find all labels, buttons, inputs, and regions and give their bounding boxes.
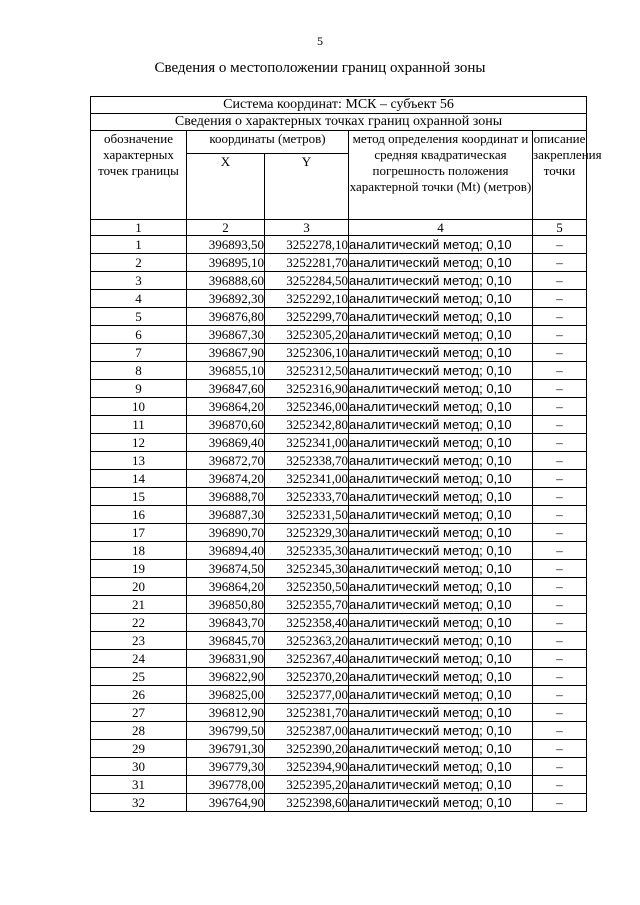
table-row	[91, 416, 587, 434]
y-coordinate: 3252367,40	[265, 650, 349, 668]
y-coordinate: 3252281,70	[265, 254, 349, 272]
point-number: 14	[91, 470, 187, 488]
point-number: 10	[91, 398, 187, 416]
method-cell: аналитический метод; 0,10	[349, 308, 533, 326]
table-row	[91, 398, 587, 416]
y-coordinate: 3252377,00	[265, 686, 349, 704]
description-cell: –	[533, 416, 587, 434]
description-cell: –	[533, 308, 587, 326]
table-row	[91, 686, 587, 704]
table-row	[91, 668, 587, 686]
x-coordinate: 396779,30	[187, 758, 265, 776]
method-cell: аналитический метод; 0,10	[349, 794, 533, 812]
description-cell: –	[533, 254, 587, 272]
point-number: 21	[91, 596, 187, 614]
designation-header: обозначение характерных точек границы	[91, 131, 187, 220]
y-coordinate: 3252341,00	[265, 434, 349, 452]
table-row	[91, 740, 587, 758]
description-cell: –	[533, 326, 587, 344]
table-row	[91, 290, 587, 308]
points-section-title: Сведения о характерных точках границ охранной зоны	[91, 114, 587, 131]
column-number: 5	[533, 220, 587, 236]
point-number: 18	[91, 542, 187, 560]
method-cell: аналитический метод; 0,10	[349, 596, 533, 614]
table-row	[91, 794, 587, 812]
method-header: метод определения координат и средняя квадратическая погрешность положения характерной точки (Mt) (метров)	[349, 131, 533, 220]
x-coordinate: 396876,80	[187, 308, 265, 326]
table-row	[91, 650, 587, 668]
description-cell: –	[533, 614, 587, 632]
table-row	[91, 722, 587, 740]
method-cell: аналитический метод; 0,10	[349, 470, 533, 488]
point-number: 17	[91, 524, 187, 542]
y-coordinate: 3252350,50	[265, 578, 349, 596]
table-row	[91, 596, 587, 614]
method-cell: аналитический метод; 0,10	[349, 506, 533, 524]
description-cell: –	[533, 686, 587, 704]
y-coordinate: 3252355,70	[265, 596, 349, 614]
description-cell: –	[533, 758, 587, 776]
method-cell: аналитический метод; 0,10	[349, 236, 533, 254]
point-number: 7	[91, 344, 187, 362]
y-coordinate: 3252358,40	[265, 614, 349, 632]
y-coordinate: 3252342,80	[265, 416, 349, 434]
point-number: 26	[91, 686, 187, 704]
y-coordinate: 3252278,10	[265, 236, 349, 254]
y-coordinate: 3252345,30	[265, 560, 349, 578]
method-cell: аналитический метод; 0,10	[349, 452, 533, 470]
table-row	[91, 578, 587, 596]
y-coordinate: 3252398,60	[265, 794, 349, 812]
table-row	[91, 236, 587, 254]
point-number: 5	[91, 308, 187, 326]
y-coordinate: 3252331,50	[265, 506, 349, 524]
x-coordinate: 396874,50	[187, 560, 265, 578]
point-number: 4	[91, 290, 187, 308]
description-cell: –	[533, 794, 587, 812]
x-coordinate: 396888,60	[187, 272, 265, 290]
point-number: 23	[91, 632, 187, 650]
x-coordinate: 396890,70	[187, 524, 265, 542]
point-number: 12	[91, 434, 187, 452]
x-coordinate: 396855,10	[187, 362, 265, 380]
description-cell: –	[533, 524, 587, 542]
x-coordinate: 396872,70	[187, 452, 265, 470]
method-cell: аналитический метод; 0,10	[349, 650, 533, 668]
table-row	[91, 758, 587, 776]
table-row	[91, 704, 587, 722]
y-coordinate: 3252370,20	[265, 668, 349, 686]
description-header: описание закрепления точки	[533, 131, 587, 220]
y-coordinate: 3252284,50	[265, 272, 349, 290]
method-cell: аналитический метод; 0,10	[349, 524, 533, 542]
point-number: 30	[91, 758, 187, 776]
x-coordinate: 396812,90	[187, 704, 265, 722]
x-coordinate: 396864,20	[187, 578, 265, 596]
table-row	[91, 434, 587, 452]
description-cell: –	[533, 542, 587, 560]
method-cell: аналитический метод; 0,10	[349, 434, 533, 452]
description-cell: –	[533, 398, 587, 416]
description-cell: –	[533, 560, 587, 578]
method-cell: аналитический метод; 0,10	[349, 416, 533, 434]
method-cell: аналитический метод; 0,10	[349, 776, 533, 794]
table-row	[91, 560, 587, 578]
table-row	[91, 254, 587, 272]
column-number: 2	[187, 220, 265, 236]
table-row	[91, 524, 587, 542]
point-number: 15	[91, 488, 187, 506]
point-number: 32	[91, 794, 187, 812]
y-coordinate: 3252341,00	[265, 470, 349, 488]
y-coordinate: 3252305,20	[265, 326, 349, 344]
description-cell: –	[533, 434, 587, 452]
page-number: 5	[317, 34, 323, 48]
x-coordinate: 396887,30	[187, 506, 265, 524]
table-row	[91, 470, 587, 488]
x-coordinate: 396867,30	[187, 326, 265, 344]
point-number: 2	[91, 254, 187, 272]
description-cell: –	[533, 722, 587, 740]
y-coordinate: 3252292,10	[265, 290, 349, 308]
description-cell: –	[533, 578, 587, 596]
column-number: 3	[265, 220, 349, 236]
point-number: 29	[91, 740, 187, 758]
x-coordinate: 396874,20	[187, 470, 265, 488]
x-header: X	[187, 154, 265, 220]
y-coordinate: 3252363,20	[265, 632, 349, 650]
x-coordinate: 396843,70	[187, 614, 265, 632]
x-coordinate: 396850,80	[187, 596, 265, 614]
table-row	[91, 488, 587, 506]
table-row	[91, 272, 587, 290]
point-number: 3	[91, 272, 187, 290]
table-row	[91, 326, 587, 344]
method-cell: аналитический метод; 0,10	[349, 758, 533, 776]
description-cell: –	[533, 704, 587, 722]
point-number: 8	[91, 362, 187, 380]
x-coordinate: 396847,60	[187, 380, 265, 398]
method-cell: аналитический метод; 0,10	[349, 488, 533, 506]
method-cell: аналитический метод; 0,10	[349, 686, 533, 704]
description-cell: –	[533, 596, 587, 614]
table-row	[91, 614, 587, 632]
description-cell: –	[533, 380, 587, 398]
x-coordinate: 396892,30	[187, 290, 265, 308]
description-cell: –	[533, 506, 587, 524]
method-cell: аналитический метод; 0,10	[349, 614, 533, 632]
point-number: 24	[91, 650, 187, 668]
method-cell: аналитический метод; 0,10	[349, 272, 533, 290]
x-coordinate: 396764,90	[187, 794, 265, 812]
point-number: 19	[91, 560, 187, 578]
x-coordinate: 396831,90	[187, 650, 265, 668]
point-number: 16	[91, 506, 187, 524]
description-cell: –	[533, 488, 587, 506]
description-cell: –	[533, 452, 587, 470]
method-cell: аналитический метод; 0,10	[349, 668, 533, 686]
table-row	[91, 542, 587, 560]
method-cell: аналитический метод; 0,10	[349, 380, 533, 398]
x-coordinate: 396894,40	[187, 542, 265, 560]
method-cell: аналитический метод; 0,10	[349, 290, 533, 308]
x-coordinate: 396888,70	[187, 488, 265, 506]
description-cell: –	[533, 236, 587, 254]
point-number: 22	[91, 614, 187, 632]
method-cell: аналитический метод; 0,10	[349, 326, 533, 344]
point-number: 20	[91, 578, 187, 596]
x-coordinate: 396791,30	[187, 740, 265, 758]
point-number: 28	[91, 722, 187, 740]
point-number: 25	[91, 668, 187, 686]
x-coordinate: 396869,40	[187, 434, 265, 452]
y-coordinate: 3252312,50	[265, 362, 349, 380]
point-number: 1	[91, 236, 187, 254]
point-number: 11	[91, 416, 187, 434]
method-cell: аналитический метод; 0,10	[349, 254, 533, 272]
boundary-points-table	[90, 96, 602, 812]
y-coordinate: 3252306,10	[265, 344, 349, 362]
table-row	[91, 344, 587, 362]
y-coordinate: 3252346,00	[265, 398, 349, 416]
x-coordinate: 396864,20	[187, 398, 265, 416]
coordinates-header: координаты (метров)	[187, 131, 349, 154]
point-number: 13	[91, 452, 187, 470]
method-cell: аналитический метод; 0,10	[349, 578, 533, 596]
description-cell: –	[533, 344, 587, 362]
description-cell: –	[533, 740, 587, 758]
table-row	[91, 506, 587, 524]
y-coordinate: 3252333,70	[265, 488, 349, 506]
points-body	[91, 236, 587, 812]
y-coordinate: 3252390,20	[265, 740, 349, 758]
document-title: Сведения о местоположении границ охранной зоны	[154, 60, 486, 76]
x-coordinate: 396893,50	[187, 236, 265, 254]
method-cell: аналитический метод; 0,10	[349, 704, 533, 722]
description-cell: –	[533, 776, 587, 794]
table-row	[91, 380, 587, 398]
y-coordinate: 3252338,70	[265, 452, 349, 470]
y-coordinate: 3252394,90	[265, 758, 349, 776]
y-coordinate: 3252299,70	[265, 308, 349, 326]
x-coordinate: 396822,90	[187, 668, 265, 686]
column-number: 1	[91, 220, 187, 236]
description-cell: –	[533, 668, 587, 686]
method-cell: аналитический метод; 0,10	[349, 560, 533, 578]
x-coordinate: 396778,00	[187, 776, 265, 794]
column-number: 4	[349, 220, 533, 236]
description-cell: –	[533, 362, 587, 380]
point-number: 27	[91, 704, 187, 722]
y-coordinate: 3252395,20	[265, 776, 349, 794]
method-cell: аналитический метод; 0,10	[349, 632, 533, 650]
description-cell: –	[533, 650, 587, 668]
description-cell: –	[533, 290, 587, 308]
method-cell: аналитический метод; 0,10	[349, 344, 533, 362]
x-coordinate: 396845,70	[187, 632, 265, 650]
table-row	[91, 308, 587, 326]
y-coordinate: 3252316,90	[265, 380, 349, 398]
point-number: 6	[91, 326, 187, 344]
method-cell: аналитический метод; 0,10	[349, 740, 533, 758]
method-cell: аналитический метод; 0,10	[349, 362, 533, 380]
x-coordinate: 396825,00	[187, 686, 265, 704]
y-coordinate: 3252387,00	[265, 722, 349, 740]
y-coordinate: 3252329,30	[265, 524, 349, 542]
method-cell: аналитический метод; 0,10	[349, 542, 533, 560]
description-cell: –	[533, 470, 587, 488]
point-number: 9	[91, 380, 187, 398]
x-coordinate: 396870,60	[187, 416, 265, 434]
description-cell: –	[533, 632, 587, 650]
y-header: Y	[265, 154, 349, 220]
point-number: 31	[91, 776, 187, 794]
x-coordinate: 396799,50	[187, 722, 265, 740]
x-coordinate: 396867,90	[187, 344, 265, 362]
method-cell: аналитический метод; 0,10	[349, 398, 533, 416]
description-cell: –	[533, 272, 587, 290]
table-row	[91, 452, 587, 470]
table-row	[91, 362, 587, 380]
method-cell: аналитический метод; 0,10	[349, 722, 533, 740]
table-row	[91, 776, 587, 794]
table-row	[91, 632, 587, 650]
y-coordinate: 3252381,70	[265, 704, 349, 722]
y-coordinate: 3252335,30	[265, 542, 349, 560]
coordinate-system-title: Система координат: МСК – субъект 56	[91, 97, 587, 114]
x-coordinate: 396895,10	[187, 254, 265, 272]
